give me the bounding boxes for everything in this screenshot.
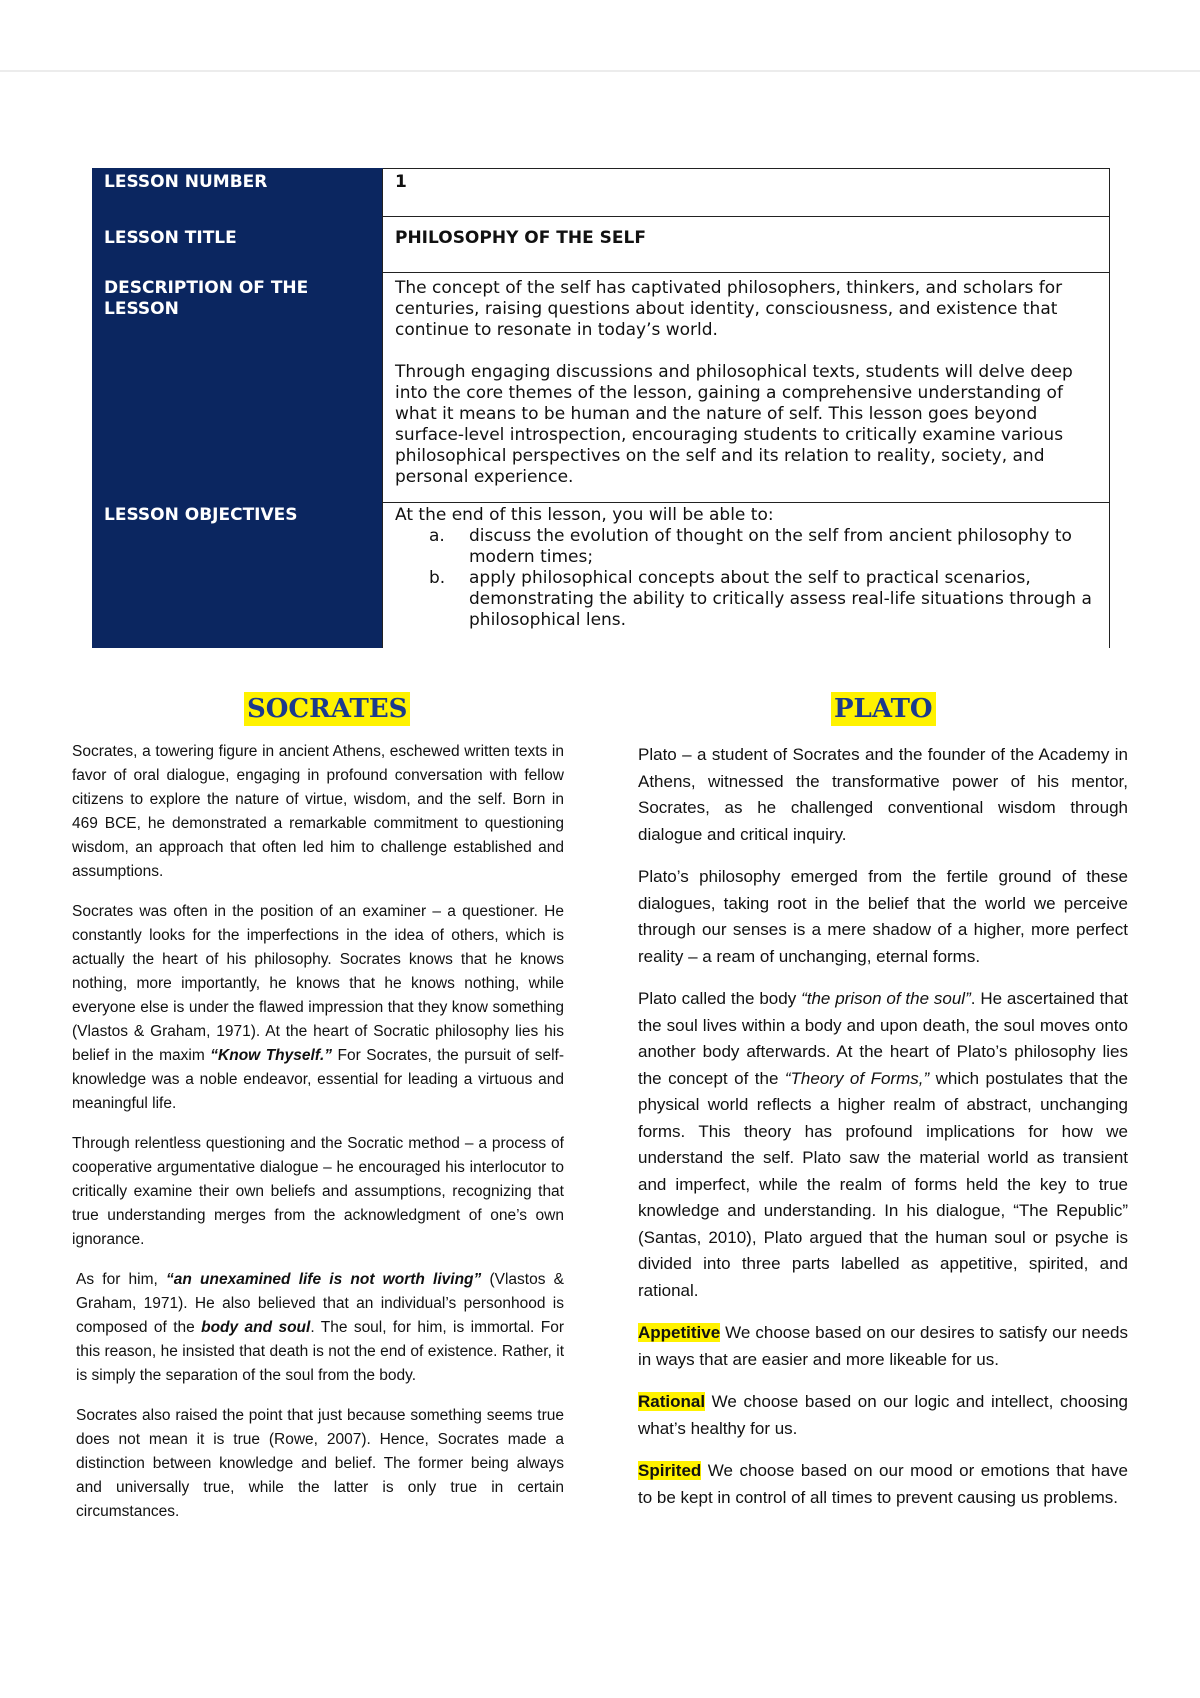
socrates-paragraph: Socrates also raised the point that just because something seems true does not mean it is true (Rowe, 2007). Hence, Socrates made a distinction between knowledge and belief. The former being always and universally true, while the latter is only true in certain circumstances.	[76, 1407, 564, 1520]
list-item	[395, 526, 1099, 568]
lesson-title-value: PHILOSOPHY OF THE SELF	[383, 217, 1110, 273]
text-run: which postulates that the physical world reflects a higher realm of abstract, unchanging forms. This theory has profound implications for how we understand the self. Plato saw the material world as transient and imperfect, while the realm of forms held the key to true knowledge and understanding. In his dialogue, “The Republic” (Santas, 2010), Plato argued that the human soul or psyche is divided into three parts labelled as appetitive, spirited, and rational.	[638, 1068, 1128, 1300]
soul-part-term: Appetitive	[638, 1323, 721, 1342]
text-run: Plato called the body	[638, 989, 802, 1008]
socrates-paragraph: Through relentless questioning and the Socratic method – a process of cooperative argumentative dialogue – he encouraged his interlocutor to critically examine their own beliefs and assumptions, recognizing that true understanding merges from the acknowledgment of one’s own ignorance.	[72, 1135, 564, 1248]
plato-column	[638, 742, 1128, 1527]
socrates-paragraph	[72, 1268, 564, 1388]
socrates-paragraph	[72, 900, 564, 1116]
lesson-number-row	[92, 169, 1110, 217]
maxim-quote: “Know Thyself.”	[210, 1047, 333, 1064]
emphasis: body and soul	[201, 1319, 311, 1336]
plato-paragraph	[638, 986, 1128, 1304]
text-run: Socrates was often in the position of an examiner – a questioner. He constantly looks for the imperfections in the idea of others, which is actually the heart of his philosophy. Socrates knows that he knows nothing, more importantly, he knows that he knows nothing, while everyone else is under the flawed impression that they know something (Vlastos & Graham, 1971). At the heart of Socratic philosophy lies his belief in the maxim	[72, 903, 564, 1064]
lesson-objectives-value	[383, 503, 1110, 649]
soul-part-text: We choose based on our desires to satisfy our needs in ways that are easier and more likeable for us.	[638, 1323, 1128, 1369]
description-paragraph: Through engaging discussions and philosophical texts, students will delve deep into the core themes of the lesson, gaining a comprehensive understanding of what it means to be human and the nature of self. This lesson goes beyond surface-level introspection, encouraging students to critically examine various philosophical perspectives on the self and its relation to reality, society, and personal experience.	[395, 362, 1073, 487]
objective-text: apply philosophical concepts about the self to practical scenarios, demonstrating the ability to critically assess real-life situations through a philosophical lens.	[469, 568, 1092, 630]
lesson-number-value: 1	[383, 169, 1110, 217]
text-run: (Vlastos & Graham, 1971). He also believed that an individual’s personhood is composed of the	[76, 1271, 564, 1336]
lesson-description-label: DESCRIPTION OF THE LESSON	[92, 273, 383, 503]
list-item	[395, 568, 1099, 631]
lesson-info-table	[92, 168, 1110, 648]
soul-part-text: We choose based on our logic and intellect, choosing what’s healthy for us.	[638, 1392, 1128, 1438]
lesson-title-row	[92, 217, 1110, 273]
emphasis: “Theory of Forms,”	[784, 1068, 930, 1088]
socrates-heading: SOCRATES	[244, 692, 410, 726]
text-run: . He ascertained that the soul lives within a body and upon death, the soul moves onto another body afterwards. At the heart of Plato’s philosophy lies the concept of the	[638, 989, 1129, 1088]
lesson-description-value	[383, 273, 1110, 503]
socrates-paragraph: Socrates, a towering figure in ancient Athens, eschewed written texts in favor of oral dialogue, engaging in profound conversation with fellow citizens to explore the nature of virtue, wisdom, and the self. Born in 469 BCE, he demonstrated a remarkable commitment to questioning wisdom, an approach that often led him to challenge established and assumptions.	[72, 743, 564, 880]
soul-part-term: Spirited	[638, 1461, 702, 1480]
plato-heading: PLATO	[831, 692, 936, 726]
quote: “the prison of the soul”	[801, 989, 971, 1008]
soul-part-item	[638, 1458, 1128, 1511]
plato-paragraph: Plato’s philosophy emerged from the fertile ground of these dialogues, taking root in the belief that the world we perceive through our senses is a mere shadow of a higher, more perfect reality – a ream of unchanging, eternal forms.	[638, 867, 1128, 966]
soul-part-item	[638, 1320, 1128, 1373]
objectives-intro: At the end of this lesson, you will be able to:	[395, 505, 774, 525]
list-marker: b.	[429, 568, 446, 588]
soul-part-text: We choose based on our mood or emotions that have to be kept in control of all times to prevent causing us problems.	[638, 1461, 1128, 1507]
socrates-column	[72, 740, 564, 1540]
top-divider	[0, 70, 1200, 72]
objectives-list	[395, 526, 1099, 631]
soul-part-term: Rational	[638, 1392, 706, 1411]
lesson-objectives-label: LESSON OBJECTIVES	[92, 503, 383, 649]
list-marker: a.	[429, 526, 445, 546]
objective-text: discuss the evolution of thought on the self from ancient philosophy to modern times;	[469, 526, 1072, 567]
lesson-objectives-row	[92, 503, 1110, 649]
lesson-title-label: LESSON TITLE	[92, 217, 383, 273]
plato-paragraph: Plato – a student of Socrates and the founder of the Academy in Athens, witnessed the transformative power of his mentor, Socrates, as he challenged conventional wisdom through dialogue and critical inquiry.	[638, 745, 1128, 844]
text-run: As for him,	[76, 1271, 167, 1288]
text-run: . The soul, for him, is immortal. For this reason, he insisted that death is not the end of existence. Rather, it is simply the separation of the soul from the body.	[76, 1319, 564, 1384]
soul-part-item	[638, 1389, 1128, 1442]
description-paragraph: The concept of the self has captivated philosophers, thinkers, and scholars for centuries, raising questions about identity, consciousness, and existence that continue to resonate in today’s world.	[395, 278, 1063, 340]
lesson-description-row	[92, 273, 1110, 503]
lesson-number-label: LESSON NUMBER	[92, 169, 383, 217]
quote: “an unexamined life is not worth living”	[166, 1271, 482, 1288]
text-run: For Socrates, the pursuit of self-knowledge was a noble endeavor, essential for leading a virtuous and meaningful life.	[72, 1047, 565, 1112]
